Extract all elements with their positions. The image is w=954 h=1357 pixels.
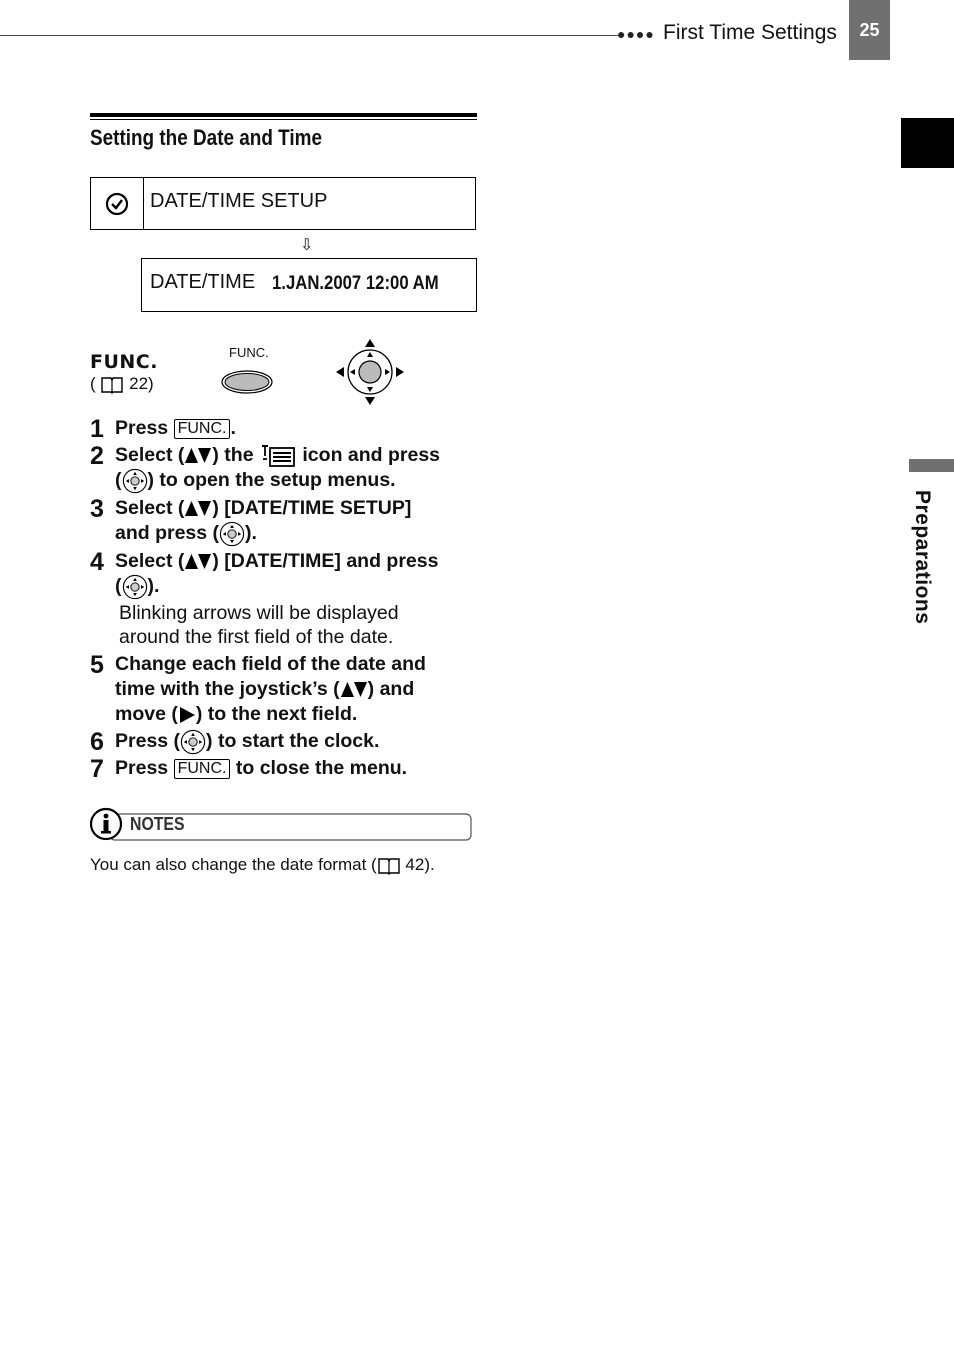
func-title: FUNC. [90,351,158,373]
book-icon [377,857,401,875]
notes-title: NOTES [130,814,185,834]
section-title: Setting the Date and Time [90,125,322,150]
page-number: 25 [849,0,890,60]
joystick-icon [334,336,406,408]
joystick-press-icon [180,729,206,755]
step-text: Press FUNC. to close the menu. [115,757,408,779]
step-text: Change each field of the date and time with the joystick’s ( ) and move ( ) to the next field. [115,653,426,725]
step-4-note-line-1: Blinking arrows will be displayed [119,602,399,624]
joystick-press-icon [122,574,148,600]
step-4-note-line-2: around the first field of the date. [119,626,394,648]
step-number: 4 [90,548,104,576]
datetime-label: DATE/TIME [150,271,256,293]
step-number: 5 [90,651,104,679]
setup-check-icon [91,178,144,229]
header-title: First Time Settings [663,21,837,44]
step-text: Press ( ) to start the clock. [115,729,379,755]
ref-page: 22) [129,374,154,393]
step-number: 1 [90,415,104,443]
menu-setup-label: DATE/TIME SETUP [150,190,328,212]
step-number: 7 [90,755,104,783]
menu-setup-box [90,177,476,230]
step-text: Select ( ) [DATE/TIME SETUP] and press ( ). [115,496,411,547]
func-button-icon [221,370,273,394]
step-number: 6 [90,728,104,756]
section-rule-thin [90,119,477,120]
notes-text: You can also change the date format ( 42). [90,855,435,874]
up-down-arrows-icon [340,680,368,699]
up-down-arrows-icon [184,499,212,518]
book-icon [100,376,124,394]
step-number: 3 [90,495,104,523]
header-dots: ●●●● [617,26,655,42]
section-rule-thick [90,113,477,117]
chapter-tab-marker [901,118,954,168]
arrow-down-icon: ⇩ [300,237,314,254]
joystick-press-icon [219,521,245,547]
func-page-ref [90,374,154,394]
datetime-value: 1.JAN.2007 12:00 AM [272,273,439,294]
setup-menu-icon [259,444,297,468]
step-text: Select ( ) [DATE/TIME] and press ( ). [115,549,438,600]
chapter-bar [909,459,954,472]
chapter-label: Preparations [911,490,934,625]
up-down-arrows-icon [184,552,212,571]
ref-open: ( [90,374,96,393]
func-key: FUNC. [174,419,231,439]
datetime-box [141,258,477,312]
up-down-arrows-icon [184,446,212,465]
header-rule [0,35,622,36]
step-text: Press FUNC. . [115,417,236,439]
joystick-press-icon [122,468,148,494]
func-key: FUNC. [174,759,231,779]
right-arrow-icon [178,706,196,724]
step-text: Select ( ) the icon and press ( ) to open the setup menus. [115,443,440,494]
func-button-caption: FUNC. [229,345,269,360]
step-number: 2 [90,442,104,470]
